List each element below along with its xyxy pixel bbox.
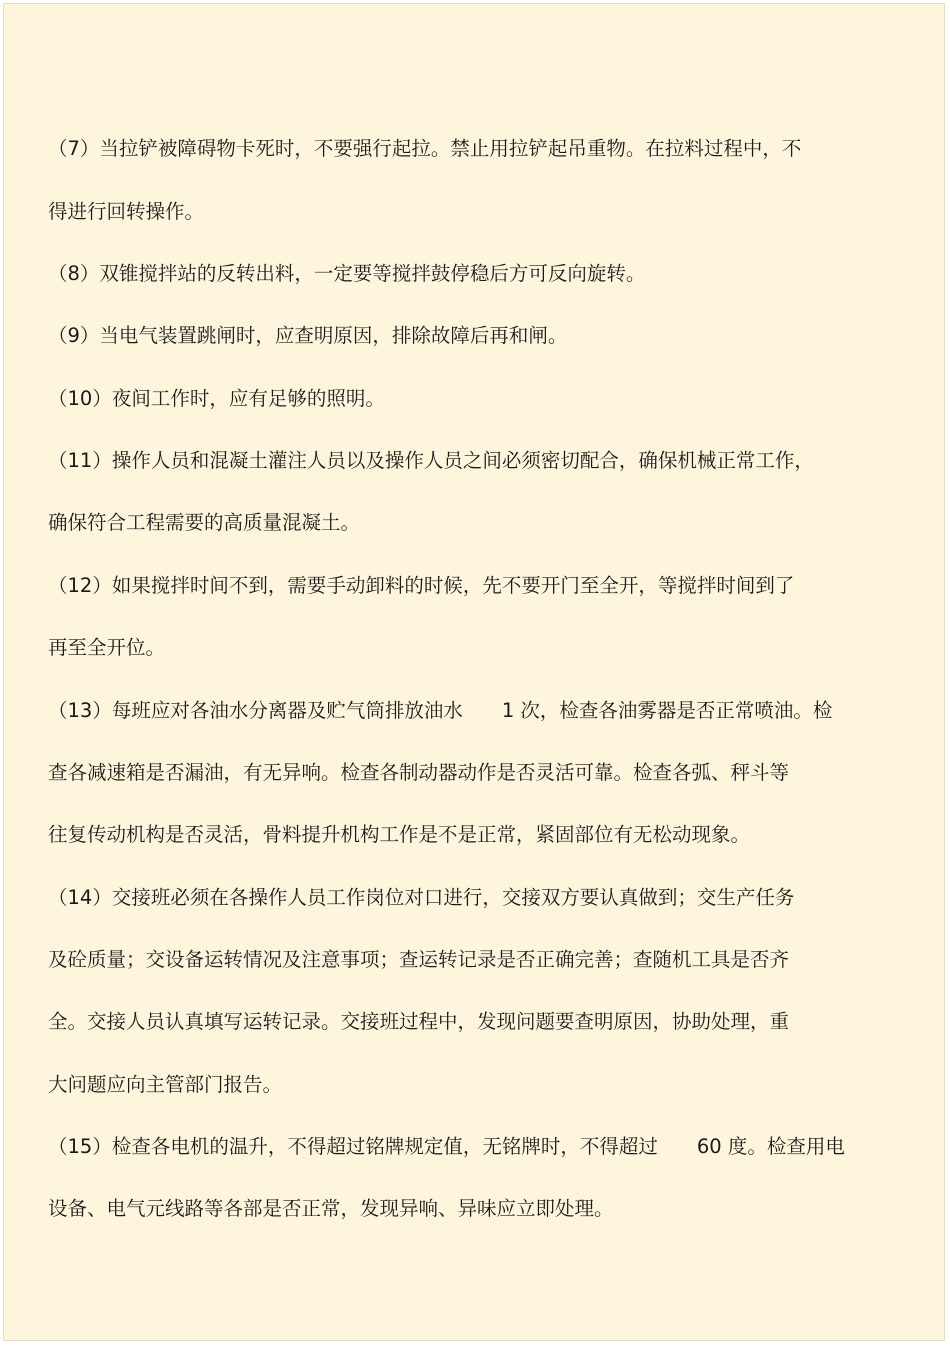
text-line: （14）交接班必须在各操作人员工作岗位对口进行，交接双方要认真做到；交生产任务 xyxy=(48,886,795,909)
text-line: 再至全开位。 xyxy=(48,636,166,659)
document-page xyxy=(3,3,945,1341)
text-line: （8）双锥搅拌站的反转出料，一定要等搅拌鼓停稳后方可反向旋转。 xyxy=(48,262,646,285)
text-line: （15）检查各电机的温升，不得超过铭牌规定值，无铭牌时，不得超过 60 度。检查用电 xyxy=(48,1135,845,1158)
text-line: 大问题应向主管部门报告。 xyxy=(48,1073,283,1096)
text-line: 得进行回转操作。 xyxy=(48,200,205,223)
text-line: （11）操作人员和混凝土灌注人员以及操作人员之间必须密切配合，确保机械正常工作， xyxy=(48,449,814,472)
text-line: （12）如果搅拌时间不到，需要手动卸料的时候，先不要开门至全开，等搅拌时间到了 xyxy=(48,574,795,597)
text-line: 往复传动机构是否灵活，骨料提升机构工作是不是正常，紧固部位有无松动现象。 xyxy=(48,823,751,846)
text-line: （7）当拉铲被障碍物卡死时，不要强行起拉。禁止用拉铲起吊重物。在拉料过程中，不 xyxy=(48,137,802,160)
text-line: 确保符合工程需要的高质量混凝土。 xyxy=(48,511,361,534)
text-line: 全。交接人员认真填写运转记录。交接班过程中，发现问题要查明原因，协助处理，重 xyxy=(48,1010,790,1033)
text-line: （9）当电气装置跳闸时，应查明原因，排除故障后再和闸。 xyxy=(48,324,568,347)
text-line: 设备、电气元线路等各部是否正常，发现异响、异味应立即处理。 xyxy=(48,1197,614,1220)
text-line: （10）夜间工作时，应有足够的照明。 xyxy=(48,387,385,410)
text-line: 查各减速箱是否漏油，有无异响。检查各制动器动作是否灵活可靠。检查各弧、秤斗等 xyxy=(48,761,790,784)
text-line: （13）每班应对各油水分离器及贮气筒排放油水 1 次，检查各油雾器是否正常喷油。检 xyxy=(48,699,833,722)
text-line: 及砼质量；交设备运转情况及注意事项；查运转记录是否正确完善；查随机工具是否齐 xyxy=(48,948,790,971)
